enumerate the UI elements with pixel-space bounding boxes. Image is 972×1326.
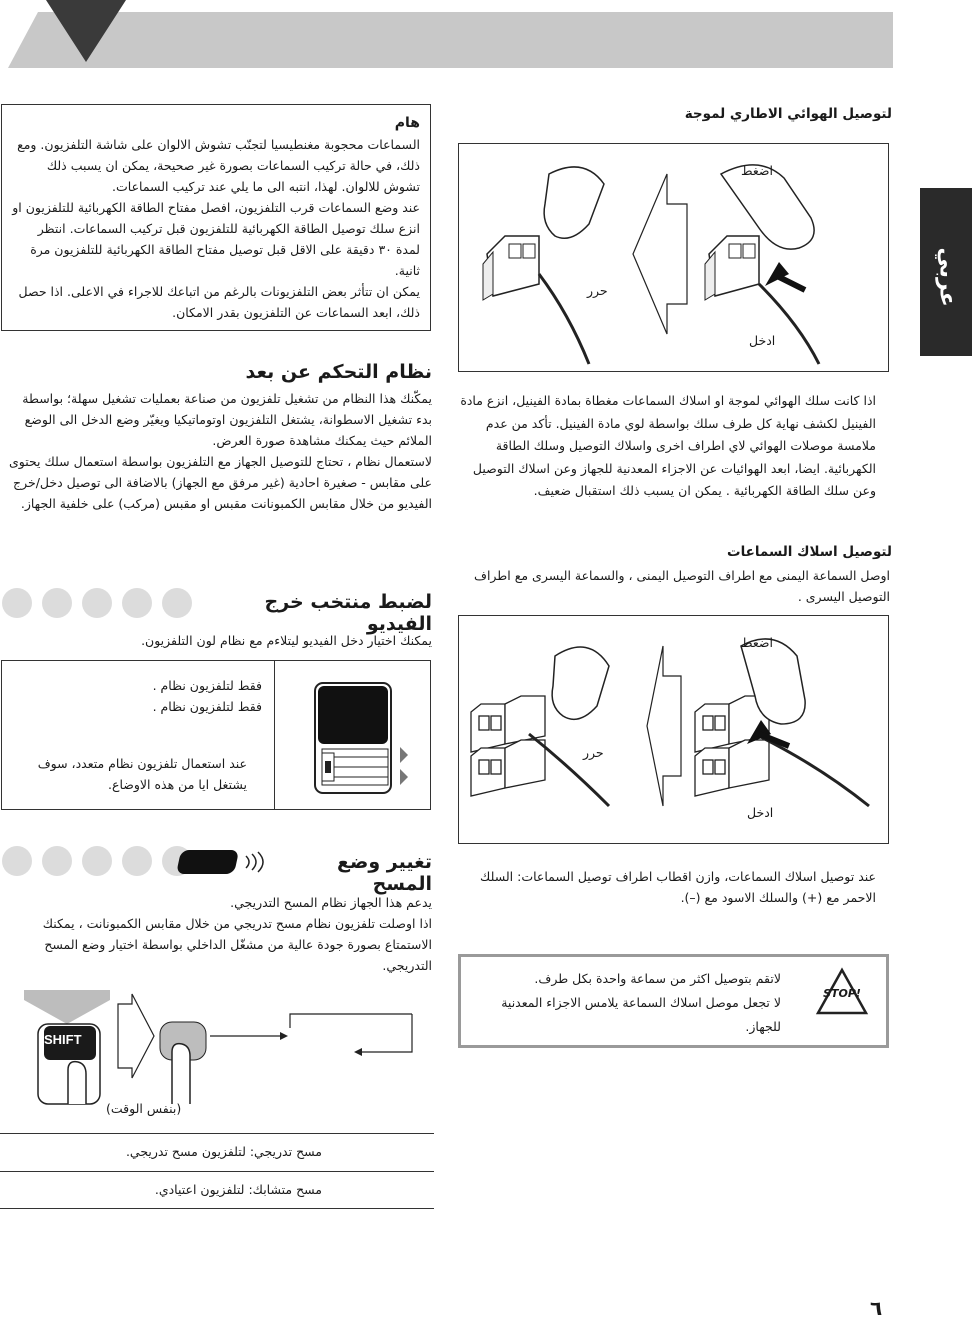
dot bbox=[2, 588, 32, 618]
dot bbox=[162, 588, 192, 618]
dot bbox=[82, 588, 112, 618]
dot bbox=[122, 588, 152, 618]
dot bbox=[82, 846, 112, 876]
fm-insert-label: ادخل bbox=[749, 333, 776, 348]
scan-row-interlaced: مسح متشابك: لتلفزيون اعتيادي. bbox=[154, 1182, 322, 1197]
speaker-insert-label: ادخل bbox=[747, 805, 774, 820]
scan-dots bbox=[2, 846, 192, 876]
video-options bbox=[22, 675, 262, 717]
fm-heading: لتوصيل الهوائي الاطاري لموجة bbox=[684, 106, 892, 122]
side-tab bbox=[920, 188, 972, 356]
dot bbox=[122, 846, 152, 876]
page-number: ٦ bbox=[870, 1296, 883, 1320]
fm-release-label: حرر bbox=[587, 283, 608, 298]
video-option-2: فقط لتلفزيون نظام . bbox=[152, 699, 262, 714]
scan-table-rule-top bbox=[0, 1133, 434, 1134]
speakers-paragraph: اوصل السماعة اليمنى مع اطراف التوصيل اليمنى ، والسماعة اليسرى مع اطراف التوصيل اليسرى . bbox=[473, 568, 890, 604]
speakers-heading: لتوصيل اسلاك السماعات bbox=[727, 544, 892, 560]
important-title: هام bbox=[394, 115, 420, 131]
header-band bbox=[0, 0, 972, 74]
remote-para-2: لاستعمال نظام ، تحتاج للتوصيل الجهاز مع التلفزيون بواسطة استعمال سلك يحتوى على مقابس - صغيرة احادية (غير مرفق مع الجهاز) بالاضافة الى توصيل دخل/خرج الفيديو من خلال مقابس الكمبونانت مقبس او مقبس (مركب) على خلفية الجهاز. bbox=[8, 454, 432, 511]
video-selector-box bbox=[1, 660, 431, 810]
caution-line-2: لا تجعل موصل اسلاك السماعة يلامس الاجزاء المعدنية للجهاز. bbox=[501, 995, 781, 1034]
caution-line-1: لاتقم بتوصيل اكثر من سماعة واحدة بكل طرف. bbox=[534, 971, 781, 986]
video-dots bbox=[2, 588, 192, 618]
speakers-note: عند توصيل اسلاك السماعات، وازن اقطاب اطراف توصيل السماعات: السلك الاحمر مع (+) والسلك الاسود مع (–). bbox=[480, 869, 876, 905]
remote-para-1: يمكّنك هذا النظام من تشغيل تلفزيون من صناعة بعمليات تشغيل سهلة؛ بواسطة بدء تشغيل الاسطوانة، يشتغل التلفزيون اوتوماتيكيا ويغيّر وضع الدخل الى الوضع الملائم حيث يمكنك مشاهدة صورة العرض. bbox=[22, 391, 432, 448]
remote-heading: نظام التحكم عن بعد bbox=[245, 361, 432, 383]
remote-button-icon bbox=[176, 846, 272, 878]
stop-badge: STOP! bbox=[823, 987, 861, 1000]
caution-text bbox=[475, 967, 781, 1039]
scan-table-rule-bottom bbox=[0, 1208, 434, 1209]
scan-heading: تغيير وضع المسح bbox=[337, 851, 432, 895]
speaker-illustration-box bbox=[458, 615, 889, 844]
important-para-1: السماعات محجوبة مغنطيسيا لتجنّب تشوش الالوان على شاشة التلفزيون. ومع ذلك، في حالة تركيب السماعات بصورة غير صحيحة، يمكن ان يسبب ذلك تشوش للالوان. لهذا، انتبه الى ما يلي عند تركيب السماعات. bbox=[17, 137, 420, 194]
speaker-terminal-illustration bbox=[459, 616, 888, 843]
antenna-terminal-illustration bbox=[459, 144, 888, 371]
caution-box bbox=[458, 954, 889, 1048]
shift-illustration bbox=[20, 986, 430, 1116]
simultaneous-label: (بنفس الوقت) bbox=[106, 1101, 182, 1116]
remote-text bbox=[6, 388, 432, 514]
important-para-3: يمكن ان تتأثر بعض التلفزيونات بالرغم من اتباعك للاجراء في الاعلى. اذا حصل ذلك، ابعد السماعات عن التلفزيون بقدر الامكان. bbox=[18, 284, 420, 320]
video-intro: يمكنك اختيار دخل الفيديو ليتلاءم مع نظام لون التلفزيون. bbox=[141, 633, 432, 648]
important-para-2: عند وضع السماعات قرب التلفزيون، افصل مفتاح الطاقة الكهربائية للتلفزيون او انزع سلك توصيل الطاقة الكهربائية للتلفزيون قبل تركيب السماعات. انتظر لمدة ٣٠ دقيقة على الاقل قبل توصيل مفتاح الطاقة الكهربائية للتلفزيون مرة ثانية. bbox=[12, 200, 420, 278]
speaker-press-label: اضغط bbox=[741, 635, 773, 650]
output-switch-illustration bbox=[302, 677, 422, 799]
fm-paragraph: اذا كانت سلك الهوائي لموجة او اسلاك السماعات مغطاة بمادة الفينيل، انزع مادة الفينيل لكشف نهاية كل طرف سلك بواسطة لوي مادة الفينيل. تأكد من عدم ملامسة موصلات الهوائي لاي اطراف اخرى واسلاك التوصيل وسلك الطاقة الكهربائية. ايضا، ابعد الهوائيات عن الاجزاء المعدنية للجهاز وعن اسلاك التوصيل وعن سلك الطاقة الكهربائية . يمكن ان يسبب ذلك استقبال ضعيف. bbox=[460, 393, 876, 498]
scan-table-rule-mid bbox=[0, 1171, 434, 1172]
scan-para-1: يدعم هذا الجهاز نظام المسح التدريجي. bbox=[230, 895, 432, 910]
important-box bbox=[1, 104, 431, 331]
dot bbox=[2, 846, 32, 876]
selector-divider bbox=[274, 661, 275, 809]
video-heading: لضبط منتخب خرج الفيديو bbox=[264, 591, 432, 635]
fm-illustration-box bbox=[458, 143, 889, 372]
side-tab-label: عربي bbox=[934, 247, 960, 307]
dot bbox=[42, 846, 72, 876]
video-option-1: فقط لتلفزيون نظام . bbox=[152, 678, 262, 693]
fm-press-label: اضغط bbox=[741, 163, 773, 178]
scan-text bbox=[6, 892, 432, 976]
dot bbox=[42, 588, 72, 618]
scan-para-2: اذا اوصلت تلفزيون نظام مسح تدريجي من خلال مقابس الكمبونانت ، يمكنك الاستمتاع بصورة جودة عالية من مشغّل الداخلي بواسطة اختيار وضع المسح التدريجي. bbox=[42, 916, 432, 973]
shift-label: SHIFT bbox=[44, 1032, 82, 1047]
video-multi-note: عند استعمال تلفزيون نظام متعدد، سوف يشتغل ايا من هذه الاوضاع. bbox=[37, 756, 247, 792]
header-graphic bbox=[0, 0, 972, 74]
speaker-release-label: حرر bbox=[583, 745, 604, 760]
scan-row-progressive: مسح تدريجي: لتلفزيون مسح تدريجي. bbox=[125, 1144, 322, 1159]
